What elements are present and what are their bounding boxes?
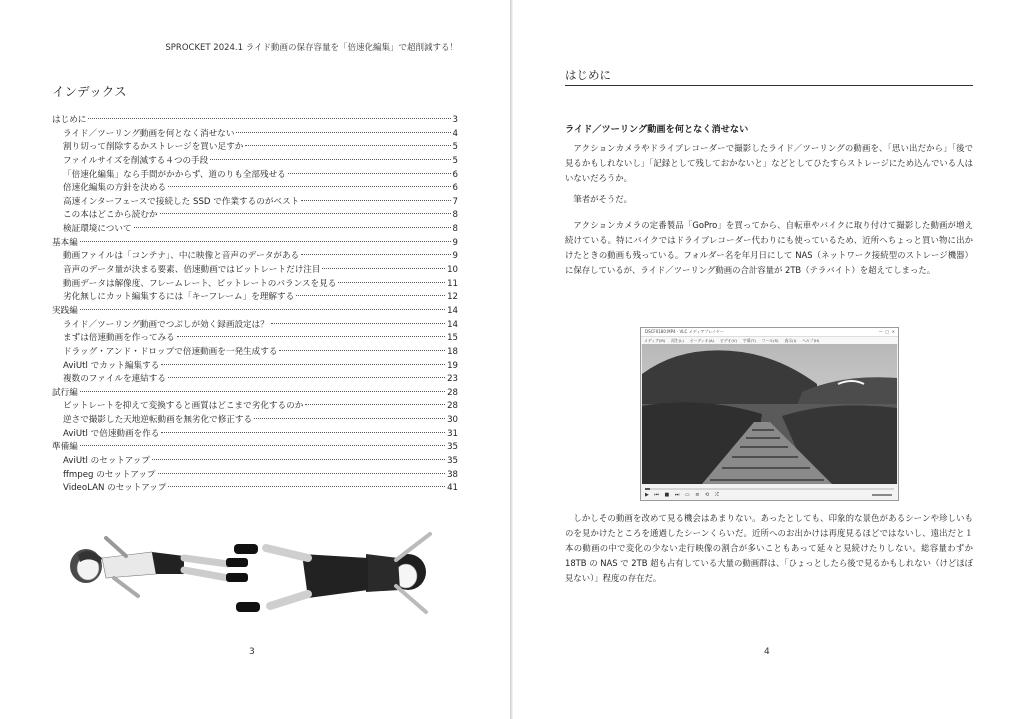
toc-entry: [52, 278, 458, 292]
toc-entry: [52, 455, 458, 469]
chapter-heading: はじめに: [565, 67, 973, 86]
toc-entry: [52, 223, 458, 237]
toc-leader-dots: [168, 377, 445, 378]
player-menu-item: オーディオ(A): [689, 338, 715, 343]
toc-entry-page: 8: [452, 210, 458, 221]
player-controls: [641, 485, 898, 500]
toc-entry-page: 30: [447, 415, 458, 426]
toc-entry: [52, 373, 458, 387]
toc-entry: [52, 250, 458, 264]
toc-entry: [52, 128, 458, 142]
toc-entry-label: まずは倍速動画を作ってみる: [63, 333, 175, 344]
page-number-right: 4: [764, 647, 770, 657]
toc-entry-label: VideoLAN のセットアップ: [63, 483, 167, 494]
left-page: [0, 0, 510, 719]
toc-entry-page: 14: [447, 305, 458, 316]
toc-leader-dots: [322, 268, 445, 269]
player-menu-item: メディア(M): [644, 338, 666, 343]
toc-entry-label: ファイルサイズを削減する４つの手段: [63, 155, 209, 166]
toc-leader-dots: [271, 323, 445, 324]
toc-entry-page: 7: [452, 196, 458, 207]
toc-entry: [52, 441, 458, 455]
player-menu-item: ビデオ(V): [720, 338, 737, 343]
toc-entry-page: 12: [447, 292, 458, 303]
toc-entry-page: 5: [452, 155, 458, 166]
paragraph: アクションカメラの定番製品「GoPro」を買ってから、自転車やバイクに取り付けて撮影した動画が増え続けている。特にバイクではドライブレコーダー代わりにも使っているため、近所へちょっと買い物に出かけたときの動画も残っている。フォルダー名を年月日にして NAS（ネットワーク接続型のストレージ機器）に保存しているが、ライド／ツーリング動画の合計容量が 2TB（テラバイト）を超えてしまった。: [565, 220, 973, 275]
toc-entry: [52, 264, 458, 278]
toc-entry-label: 試行編: [52, 387, 78, 398]
trail-video-frame: [642, 344, 897, 484]
player-menu-item: 表示(I): [784, 338, 797, 343]
toc-entry: [52, 332, 458, 346]
toc-entry-label: 基本編: [52, 237, 78, 248]
toc-leader-dots: [80, 241, 451, 242]
toc-entry-page: 28: [447, 401, 458, 412]
toc-entry-page: 15: [447, 333, 458, 344]
toc-entry-page: 9: [452, 237, 458, 248]
toc-entry: [52, 209, 458, 223]
toc-leader-dots: [245, 145, 450, 146]
toc-entry-label: 実践編: [52, 305, 78, 316]
toc-entry: [52, 141, 458, 155]
toc-leader-dots: [168, 486, 445, 487]
toc-entry-page: 9: [452, 251, 458, 262]
toc-entry-label: 高速インターフェースで接続した SSD で作業するのがベスト: [63, 196, 300, 207]
toc-leader-dots: [210, 159, 450, 160]
toc-leader-dots: [80, 309, 445, 310]
toc-entry: [52, 387, 458, 401]
toc-leader-dots: [288, 173, 451, 174]
table-of-contents: [52, 114, 458, 496]
toc-entry-page: 10: [447, 265, 458, 276]
right-page: [513, 0, 1024, 719]
toc-entry-label: この本はどこから読むか: [63, 210, 158, 221]
toc-entry-label: 倍速化編集の方針を決める: [63, 183, 167, 194]
toc-entry: [52, 182, 458, 196]
toc-entry-page: 35: [447, 456, 458, 467]
toc-entry-page: 35: [447, 442, 458, 453]
toc-leader-dots: [161, 364, 445, 365]
toc-entry-page: 8: [452, 224, 458, 235]
toc-leader-dots: [254, 418, 445, 419]
toc-entry-page: 6: [452, 169, 458, 180]
toc-entry-page: 41: [447, 483, 458, 494]
paragraph: しかしその動画を改めて見る機会はあまりない。あったとしても、印象的な景色があるシーンや珍しいものを見かけたところを通過したシーンくらいだ。近所へのお出かけは再度見るほどではないし、遠出だと１本の動画の中で変化の少ない走行映像の割合が多いこともあって延々と見続けたりしない。総容量わずか 18TB の NAS で 2TB 超も占有している大量の動画群は、「ひょっとしたら後で見るかもしれない（けどほぼ見ない）」程度の存在だ。: [565, 513, 973, 583]
toc-leader-dots: [160, 213, 451, 214]
paragraph: アクションカメラやドライブレコーダーで撮影したライド／ツーリングの動画を、「思い出だから」「後で見るかもしれないし」「記録として残しておかないと」などとしてひたすらストレージにため込んでいる人はいないだろうか。: [565, 143, 973, 183]
toc-entry-label: はじめに: [52, 115, 87, 125]
toc-entry: [52, 428, 458, 442]
player-menu-item: ツール(S): [761, 338, 779, 343]
seek-bar: [645, 488, 894, 490]
playback-buttons-icon: ▶ ⏮ ■ ⏭ ▭ ≡ ⟲ ⤮: [645, 492, 721, 498]
toc-leader-dots: [158, 473, 446, 474]
toc-entry: [52, 319, 458, 333]
toc-entry-label: AviUtl のセットアップ: [63, 456, 150, 467]
video-player-screenshot: [640, 327, 899, 501]
toc-leader-dots: [134, 227, 451, 228]
toc-leader-dots: [279, 350, 445, 351]
toc-entry: [52, 237, 458, 251]
player-title: DSCF0180.MP4 - VLC メディアプレイヤー: [645, 329, 724, 334]
paragraph: 筆者がそうだ。: [573, 194, 633, 204]
toc-entry-label: 割り切って削除するかストレージを買い足すか: [63, 142, 244, 153]
toc-leader-dots: [338, 282, 445, 283]
toc-entry-page: 31: [447, 428, 458, 439]
toc-entry-label: ライド／ツーリング動画を何となく消せない: [63, 128, 235, 139]
toc-entry: [52, 346, 458, 360]
toc-entry-page: 28: [447, 387, 458, 398]
toc-entry-label: ドラッグ・アンド・ドロップで倍速動画を一発生成する: [63, 346, 278, 357]
toc-entry-label: ライド／ツーリング動画でつぶしが効く録画設定は？: [63, 319, 269, 330]
toc-entry-label: 準備編: [52, 442, 78, 453]
toc-entry-label: ffmpeg のセットアップ: [63, 469, 156, 480]
toc-entry: [52, 414, 458, 428]
toc-entry-label: AviUtl でカット編集する: [63, 360, 160, 371]
toc-leader-dots: [168, 186, 450, 187]
toc-entry-page: 11: [447, 278, 458, 289]
toc-leader-dots: [301, 254, 450, 255]
toc-entry-page: 4: [452, 128, 458, 139]
toc-entry-label: 逆さで撮影した天地逆転動画を無劣化で修正する: [63, 415, 253, 426]
toc-leader-dots: [305, 404, 445, 405]
toc-entry-page: 23: [447, 374, 458, 385]
toc-entry-label: 動画データは解像度、フレームレート、ビットレートのバランスを見る: [63, 278, 337, 289]
toc-entry: [52, 155, 458, 169]
toc-entry-label: AviUtl で倍速動画を作る: [63, 428, 160, 439]
toc-entry-page: 5: [452, 142, 458, 153]
toc-entry-page: 6: [452, 183, 458, 194]
section-heading: ライド／ツーリング動画を何となく消せない: [565, 124, 749, 135]
toc-leader-dots: [161, 432, 445, 433]
toc-entry: [52, 169, 458, 183]
toc-entry-page: 19: [447, 360, 458, 371]
toc-entry-label: 「倍速化編集」なら手間がかからず、道のりも全部残せる: [63, 169, 286, 180]
toc-entry: [52, 305, 458, 319]
toc-leader-dots: [296, 295, 445, 296]
player-titlebar: [641, 328, 898, 337]
page-number-left: 3: [249, 647, 255, 657]
toc-entry-label: 動画ファイルは「コンテナ」、中に映像と音声のデータがある: [63, 251, 300, 262]
toc-leader-dots: [80, 391, 445, 392]
toc-entry: [52, 196, 458, 210]
player-menu-item: ヘルプ(H): [802, 338, 820, 343]
toc-entry-label: 音声のデータ量が決まる要素、倍速動画ではビットレートだけ注目: [63, 265, 321, 276]
toc-entry-page: 14: [447, 319, 458, 330]
toc-leader-dots: [152, 459, 445, 460]
toc-entry-page: 38: [447, 469, 458, 480]
player-menu-item: 再生(L): [671, 338, 684, 343]
player-menu-item: 字幕(T): [742, 338, 756, 343]
lying-characters-illustration: [56, 528, 446, 628]
toc-leader-dots: [236, 132, 450, 133]
toc-entry: [52, 400, 458, 414]
toc-leader-dots: [88, 118, 450, 119]
window-buttons-icon: — □ ✕: [878, 329, 895, 334]
toc-entry-label: 複数のファイルを連結する: [63, 374, 166, 385]
seek-progress: [645, 488, 650, 490]
toc-entry-page: 3: [452, 115, 458, 125]
toc-entry: [52, 360, 458, 374]
toc-entry: [52, 482, 458, 496]
toc-entry-label: 劣化無しにカット編集するには「キーフレーム」を理解する: [63, 292, 295, 303]
volume-icon: [872, 494, 892, 496]
toc-leader-dots: [301, 200, 450, 201]
toc-entry: [52, 291, 458, 305]
toc-entry-label: 検証環境について: [63, 224, 132, 235]
toc-title: インデックス: [52, 84, 127, 99]
toc-entry: [52, 114, 458, 128]
toc-entry: [52, 469, 458, 483]
toc-entry-page: 18: [447, 346, 458, 357]
toc-entry-label: ビットレートを抑えて変換すると画質はどこまで劣化するのか: [63, 401, 304, 412]
running-head: SPROCKET 2024.1 ライド動画の保存容量を「倍速化編集」で超削減する！: [165, 43, 458, 53]
toc-leader-dots: [80, 445, 445, 446]
toc-leader-dots: [177, 336, 445, 337]
